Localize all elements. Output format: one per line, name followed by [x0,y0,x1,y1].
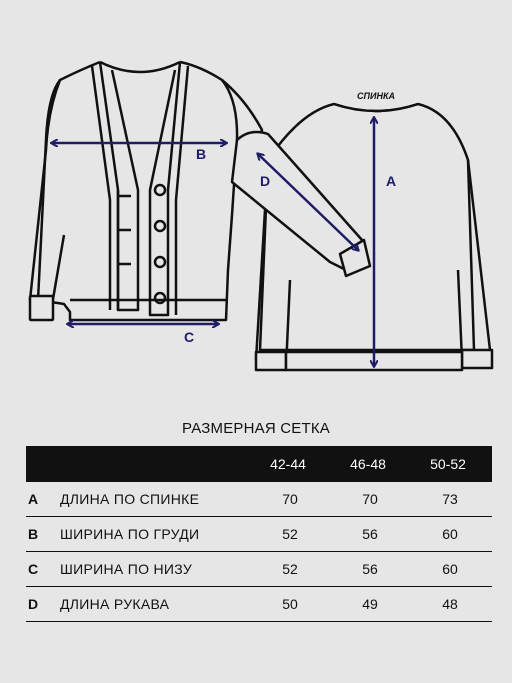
row-label: ШИРИНА ПО НИЗУ [60,561,193,577]
placket-inner-left [92,66,110,310]
row-value: 60 [442,526,458,542]
row-value: 50 [282,596,298,612]
button [155,257,165,267]
size-header: 50-52 [430,456,466,472]
row-label: ШИРИНА ПО ГРУДИ [60,526,200,542]
table-row [26,482,492,517]
row-value: 48 [442,596,458,612]
row-label: ДЛИНА РУКАВА [60,596,170,612]
table-row [26,552,492,587]
back-neck [334,104,418,111]
size-header: 46-48 [350,456,386,472]
measure-label-a: A [386,173,397,189]
row-value: 52 [282,526,298,542]
size-table [26,446,492,622]
row-label: ДЛИНА ПО СПИНКЕ [60,491,200,507]
row-letter: D [28,596,39,612]
size-chart-title: РАЗМЕРНАЯ СЕТКА [182,420,330,437]
button [155,293,165,303]
row-value: 56 [362,526,378,542]
row-value: 60 [442,561,458,577]
back-left-cuff [256,352,286,370]
measure-label-b: B [196,146,207,162]
row-letter: C [28,561,39,577]
row-letter: B [28,526,39,542]
row-value: 49 [362,596,378,612]
row-value: 52 [282,561,298,577]
row-letter: A [28,491,39,507]
placket-inner-right [176,66,188,315]
size-header: 42-44 [270,456,306,472]
measure-label-c: C [184,329,195,345]
left-cuff [30,296,53,320]
left-sleeve-outline [30,80,64,305]
row-value: 56 [362,561,378,577]
row-value: 70 [282,491,298,507]
measure-label-d: D [260,173,271,189]
front-cardigan-drawing [30,62,262,320]
button [155,185,165,195]
sleeve-d-drawing [232,132,370,276]
back-right-cuff [462,350,492,368]
row-value: 73 [442,491,458,507]
row-value: 70 [362,491,378,507]
table-row [26,587,492,622]
size-table-header [26,446,492,482]
back-label: СПИНКА [357,91,395,101]
button [155,221,165,231]
table-row [26,517,492,552]
